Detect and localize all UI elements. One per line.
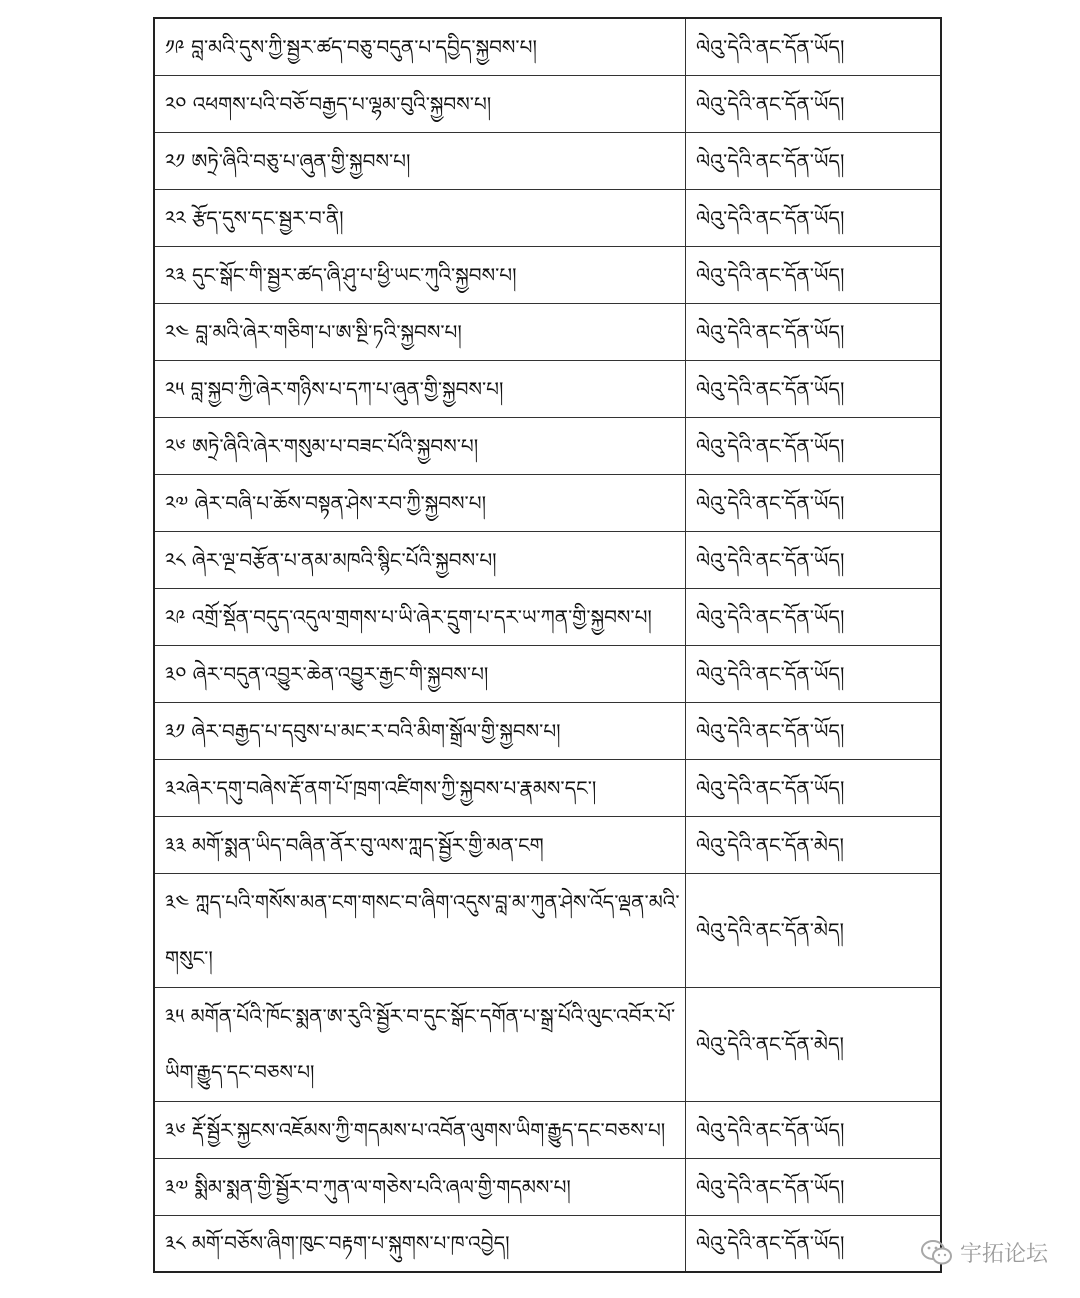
chapter-title-cell: ༢༦ ཨཏྲེ་ཞིའི་ཞེར་གསུམ་པ་བཟང་པོའི་སྐྱབས་པ།: [154, 417, 686, 474]
chapter-title-cell: ༢༣ དུང་སྒོང་གི་སྦྱར་ཚད་ཞི་ཤུ་པ་ཕྱི་ཡང་ཀུའི་སྐྱབས་པ།: [154, 246, 686, 303]
chapter-title-cell: ༣༠ ཞེར་བདུན་འབྱུར་ཆེན་འབྱུར་རྒྱང་གི་སྐྱབས་པ།: [154, 645, 686, 702]
content-status-cell: ལེའུ་དེའི་ནང་དོན་ཡོད།: [686, 132, 942, 189]
chapter-title-cell: ༢༩ འགྲོ་སྡོན་བདུད་འདུལ་གྲགས་པ་ཡི་ཞེར་དྲུག་པ་དར་ཡ་ཀན་གྱི་སྐྱབས་པ།: [154, 588, 686, 645]
wechat-icon: [920, 1239, 954, 1267]
content-status-cell: ལེའུ་དེའི་ནང་དོན་ཡོད།: [686, 18, 942, 75]
content-status-cell: ལེའུ་དེའི་ནང་དོན་མེད།: [686, 873, 942, 987]
table-row: [154, 1215, 941, 1272]
chapter-title-cell: ༣༥ མགོན་པོའི་ཁོང་སྨན་ཨ་རུའི་སྦྱོར་བ་དུང་སྒོང་དགོན་པ་སྒྲ་པོའི་ལུང་འབོར་པོ་ཡིག་རྒྱུད་དང་བཅས་པ།: [154, 987, 686, 1101]
content-status-cell: ལེའུ་དེའི་ནང་དོན་ཡོད།: [686, 1158, 942, 1215]
table-row: [154, 1101, 941, 1158]
content-status-cell: ལེའུ་དེའི་ནང་དོན་ཡོད།: [686, 246, 942, 303]
table-row: [154, 873, 941, 987]
table-row: [154, 132, 941, 189]
table-row: [154, 816, 941, 873]
chapter-title-cell: ༣༡ ཞེར་བརྒྱད་པ་དབུས་པ་མང་ར་བའི་མིག་སྒྲོལ་གྱི་སྐྱབས་པ།: [154, 702, 686, 759]
chapter-title-cell: ༡༩ བླ་མའི་དུས་ཀྱི་སྦྱར་ཚད་བཅུ་བདུན་པ་དབྱིད་སྐྱབས་པ།: [154, 18, 686, 75]
chapter-title-cell: ༣༢ཞེར་དགུ་བཞེས་རྡོ་ནག་པོ་ཁྲག་འཛིགས་ཀྱི་སྐྱབས་པ་རྣམས་དང་།: [154, 759, 686, 816]
content-status-cell: ལེའུ་དེའི་ནང་དོན་ཡོད།: [686, 531, 942, 588]
chapter-title-cell: ༢༧ ཞེར་བཞི་པ་ཆོས་བསྟན་ཤེས་རབ་ཀྱི་སྐྱབས་པ།: [154, 474, 686, 531]
table-row: [154, 189, 941, 246]
content-status-cell: ལེའུ་དེའི་ནང་དོན་ཡོད།: [686, 759, 942, 816]
table-row: [154, 75, 941, 132]
content-status-cell: ལེའུ་དེའི་ནང་དོན་མེད།: [686, 987, 942, 1101]
table-row: [154, 474, 941, 531]
content-status-cell: ལེའུ་དེའི་ནང་དོན་ཡོད།: [686, 474, 942, 531]
table-row: [154, 417, 941, 474]
content-status-cell: ལེའུ་དེའི་ནང་དོན་མེད།: [686, 816, 942, 873]
table-row: [154, 1158, 941, 1215]
document-table: [153, 17, 942, 1273]
chapter-title-cell: ༢༥ བླ་སྐྱབ་ཀྱི་ཞེར་གཉིས་པ་དཀ་པ་ཞུན་གྱི་སྐྱབས་པ།: [154, 360, 686, 417]
table-row: [154, 360, 941, 417]
content-status-cell: ལེའུ་དེའི་ནང་དོན་ཡོད།: [686, 189, 942, 246]
table-row: [154, 588, 941, 645]
content-status-cell: ལེའུ་དེའི་ནང་དོན་ཡོད།: [686, 1101, 942, 1158]
chapter-title-cell: ༣༣ མགོ་སྨན་ཡིད་བཞིན་ནོར་བུ་ལས་ཀླད་སྦྱོར་གྱི་མན་ངག: [154, 816, 686, 873]
content-status-cell: ལེའུ་དེའི་ནང་དོན་ཡོད།: [686, 588, 942, 645]
content-status-cell: ལེའུ་དེའི་ནང་དོན་ཡོད།: [686, 360, 942, 417]
chapter-title-cell: ༢༠ འཕགས་པའི་བཅོ་བརྒྱད་པ་ལྷམ་བུའི་སྐྱབས་པ།: [154, 75, 686, 132]
content-status-cell: ལེའུ་དེའི་ནང་དོན་ཡོད།: [686, 645, 942, 702]
chapter-title-cell: ༢༤ བླ་མའི་ཞེར་གཅིག་པ་ཨ་སྔི་ཏའི་སྐྱབས་པ།: [154, 303, 686, 360]
chapter-title-cell: ༣༤ ཀླད་པའི་གསོས་མན་ངག་གསང་བ་ཞིག་འདུས་བླ་མ་ཀུན་ཤེས་འོད་ལྡན་མའི་གསུང་།: [154, 873, 686, 987]
table-row: [154, 18, 941, 75]
table-row: [154, 645, 941, 702]
chapter-title-cell: ༢༡ ཨཏྲེ་ཞིའི་བཅུ་པ་ཞུན་གྱི་སྐྱབས་པ།: [154, 132, 686, 189]
table-row: [154, 987, 941, 1101]
chapter-title-cell: ༢༢ རྩོད་དུས་དང་སྦྱར་བ་ནི།: [154, 189, 686, 246]
table-row: [154, 246, 941, 303]
table-row: [154, 702, 941, 759]
content-status-cell: ལེའུ་དེའི་ནང་དོན་ཡོད།: [686, 417, 942, 474]
chapter-title-cell: ༣༦ རྡོ་སྦྱོར་སྐྱངས་འཇོམས་ཀྱི་གདམས་པ་འབོན་ལུགས་ཡིག་རྒྱུད་དང་བཅས་པ།: [154, 1101, 686, 1158]
table-row: [154, 531, 941, 588]
chapter-title-cell: ༣༧ སྨིམ་སྨན་གྱི་སྦྱོར་བ་ཀུན་ལ་གཅེས་པའི་ཞལ་གྱི་གདམས་པ།: [154, 1158, 686, 1215]
watermark-text: 宇拓论坛: [959, 1242, 1048, 1267]
chapter-title-cell: ༢༨ ཞེར་ལྔ་བརྩོན་པ་ནམ་མཁའི་སྙིང་པོའི་སྐྱབས་པ།: [154, 531, 686, 588]
content-status-cell: ལེའུ་དེའི་ནང་དོན་ཡོད།: [686, 75, 942, 132]
content-status-cell: ལེའུ་དེའི་ནང་དོན་ཡོད།: [686, 1215, 942, 1272]
table-row: [154, 759, 941, 816]
chapter-title-cell: ༣༨ མགོ་བཅོས་ཞིག་ཁུང་བརྟག་པ་སྐུགས་པ་ཁ་འབྱེད།: [154, 1215, 686, 1272]
table-row: [154, 303, 941, 360]
content-status-cell: ལེའུ་དེའི་ནང་དོན་ཡོད།: [686, 702, 942, 759]
watermark: [920, 1237, 1048, 1268]
content-status-cell: ལེའུ་དེའི་ནང་དོན་ཡོད།: [686, 303, 942, 360]
